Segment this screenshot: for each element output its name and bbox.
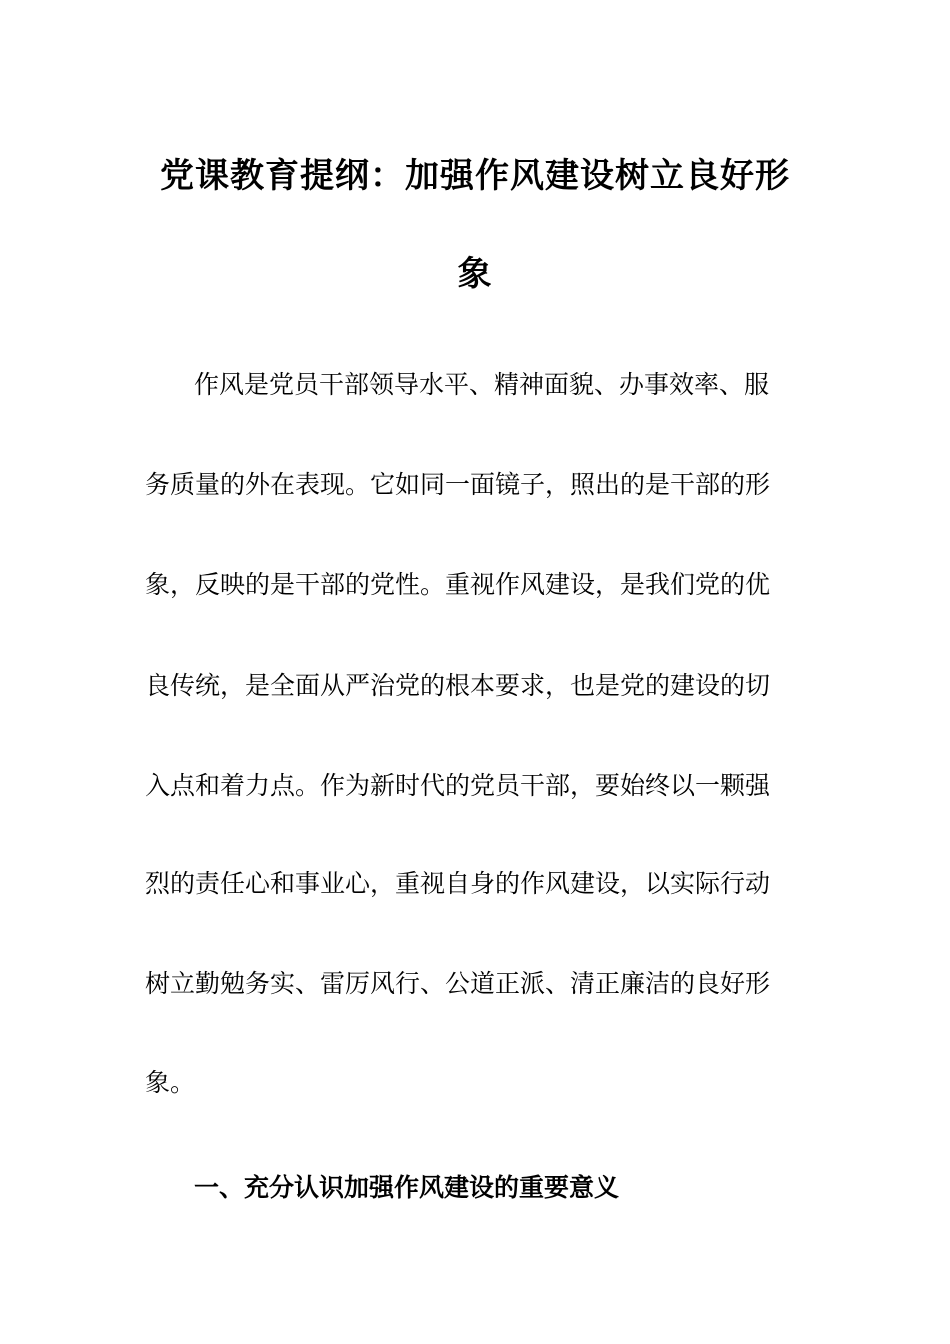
paragraph-line-5: 入点和着力点。作为新时代的党员干部，要始终以一颗强 (145, 771, 771, 800)
paragraph-line-2: 务质量的外在表现。它如同一面镜子，照出的是干部的形 (145, 470, 771, 499)
paragraph-line-3: 象，反映的是干部的党性。重视作风建设，是我们党的优 (145, 570, 771, 599)
paragraph-line-8: 象。 (145, 1068, 196, 1097)
document-title-line-1: 党课教育提纲：加强作风建设树立良好形 (160, 156, 790, 196)
paragraph-line-6: 烈的责任心和事业心，重视自身的作风建设，以实际行动 (145, 869, 771, 898)
paragraph-line-7: 树立勤勉务实、雷厉风行、公道正派、清正廉洁的良好形 (145, 969, 771, 998)
section-heading: 一、充分认识加强作风建设的重要意义 (194, 1173, 620, 1202)
paragraph-line-1: 作风是党员干部领导水平、精神面貌、办事效率、服 (194, 370, 770, 399)
document-title-line-2: 象 (457, 254, 493, 294)
paragraph-line-4: 良传统，是全面从严治党的根本要求，也是党的建设的切 (145, 671, 771, 700)
